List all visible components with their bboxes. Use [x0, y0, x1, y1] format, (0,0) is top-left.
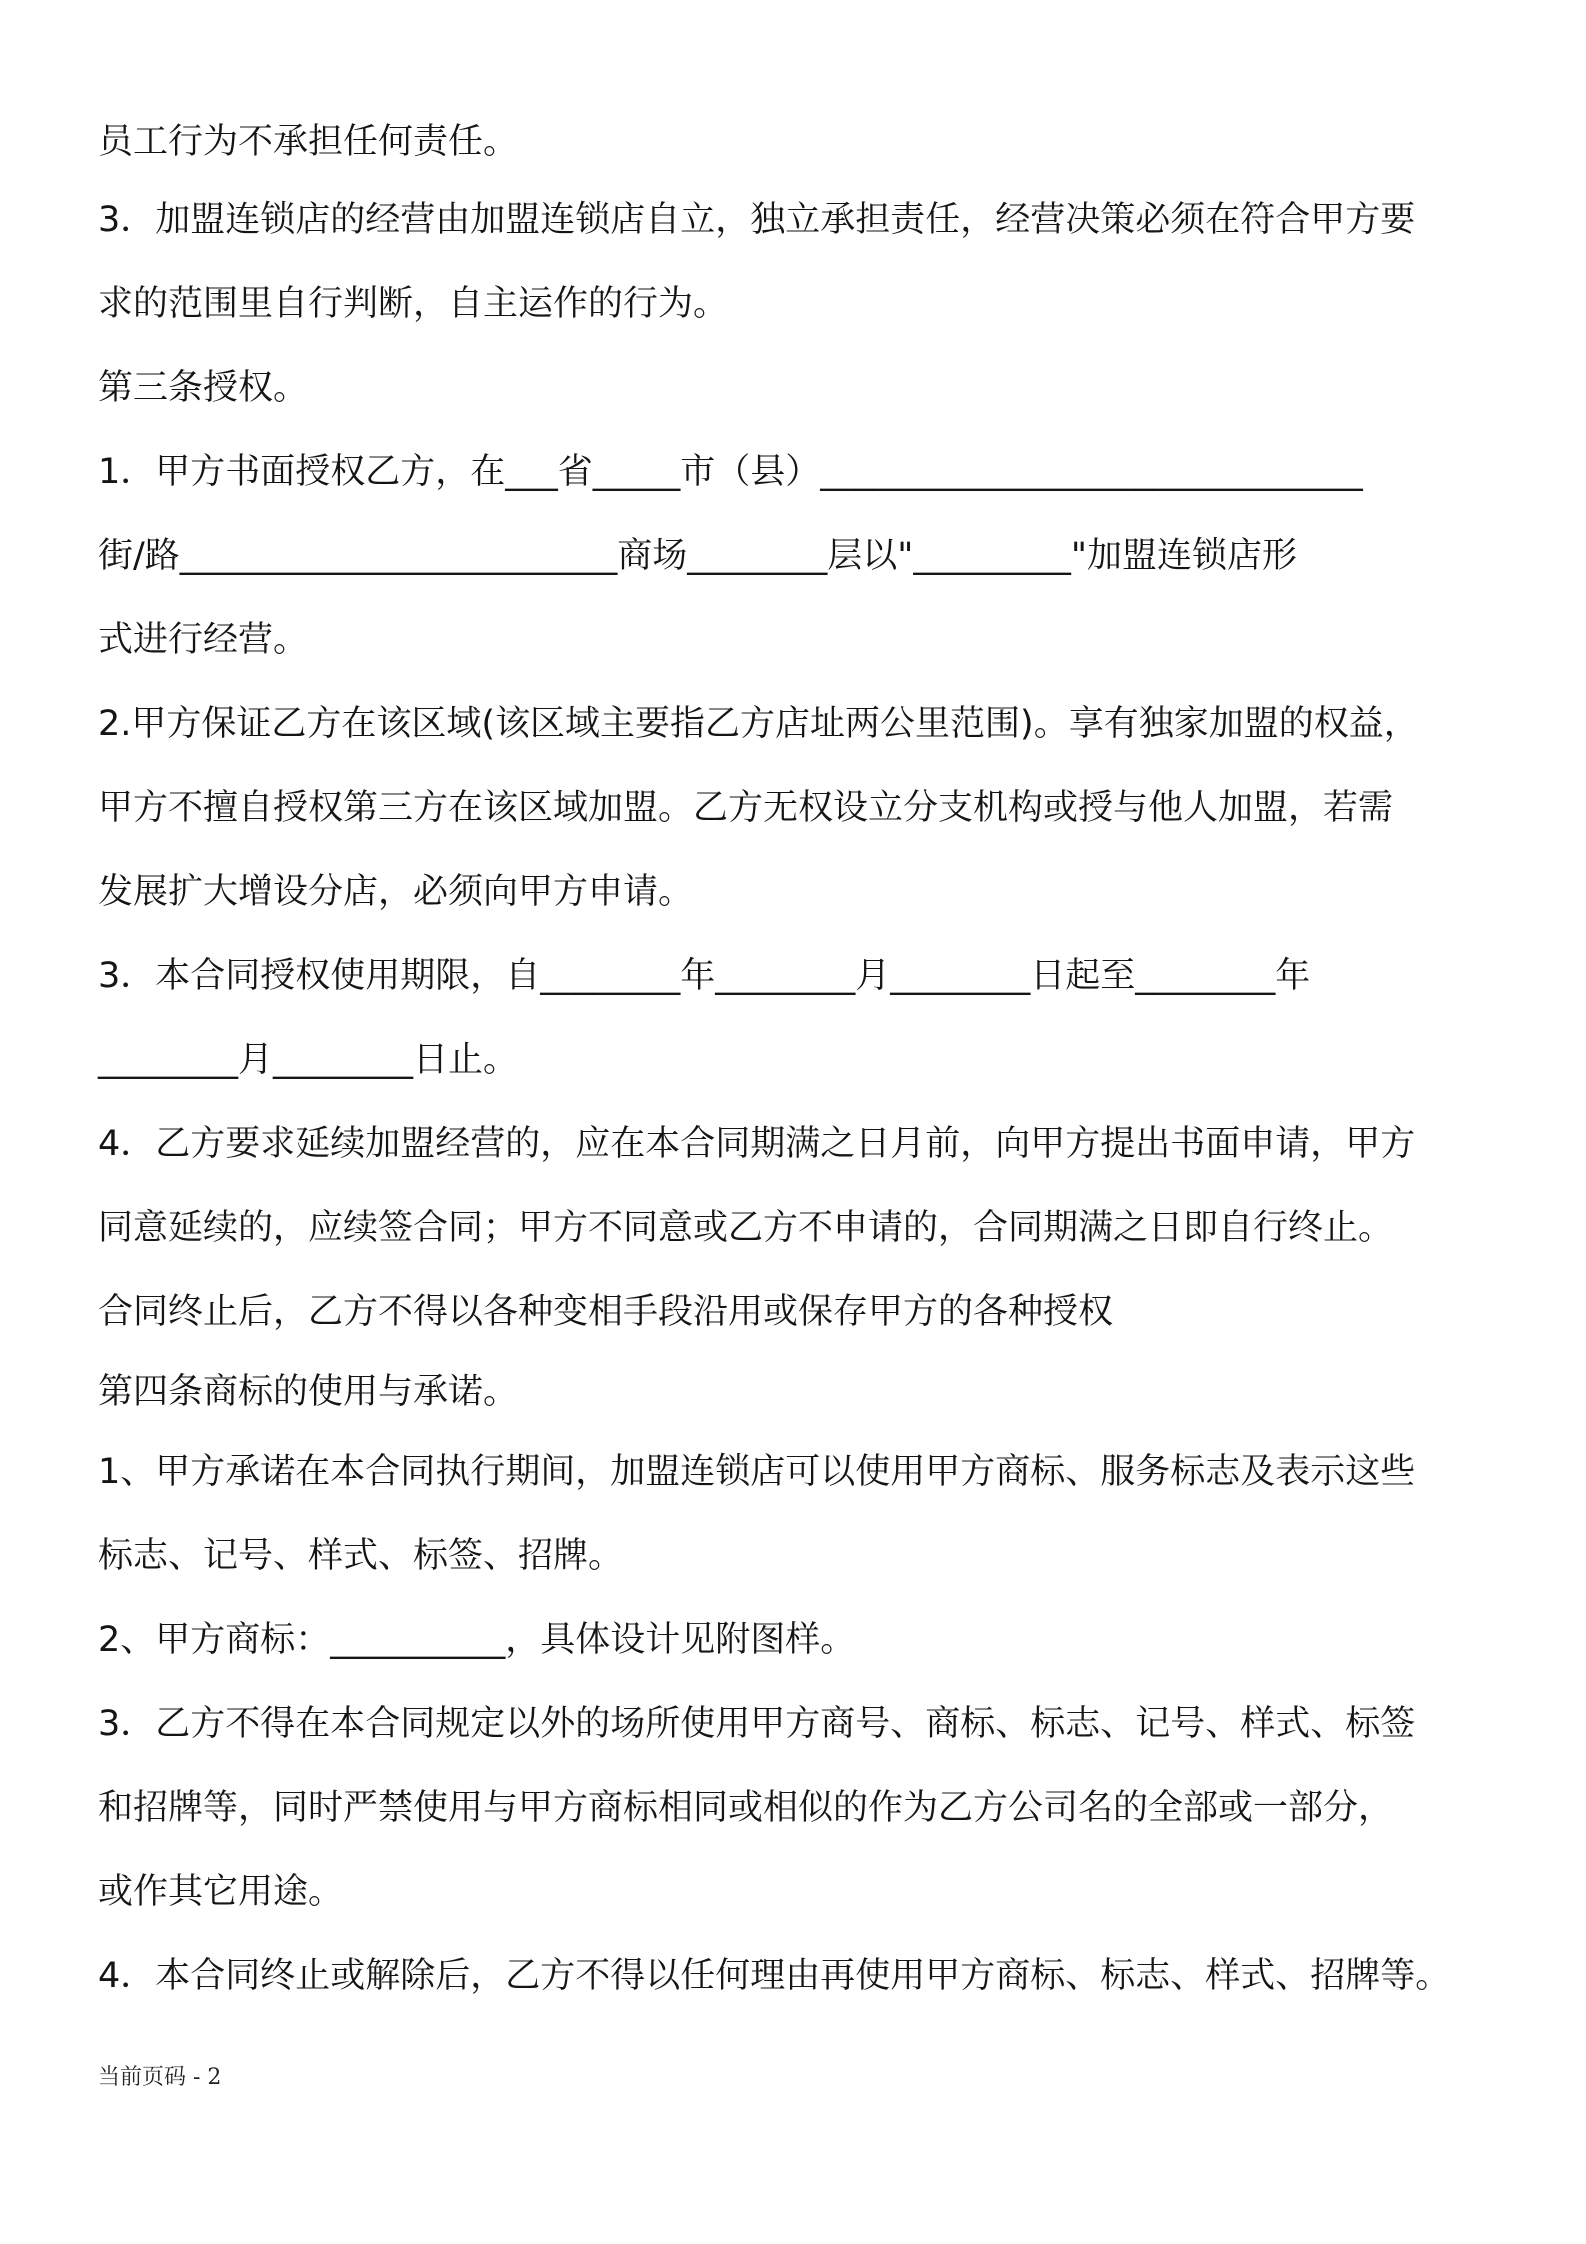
text-line: 和招牌等，同时严禁使用与甲方商标相同或相似的作为乙方公司名的全部或一部分，: [98, 1788, 1394, 1828]
text-line: 2.甲方保证乙方在该区域(该区域主要指乙方店址两公里范围)。享有独家加盟的权益，: [98, 704, 1419, 744]
text-line: ________月________日止。: [98, 1040, 519, 1080]
section-heading: 第四条商标的使用与承诺。: [98, 1372, 519, 1412]
text-line: 3．乙方不得在本合同规定以外的场所使用甲方商号、商标、标志、记号、样式、标签: [98, 1704, 1416, 1744]
text-line: 式进行经营。: [98, 620, 309, 660]
text-line: 3．本合同授权使用期限，自________年________月________日起至________年: [98, 956, 1311, 996]
document-body: [98, 100, 1508, 2018]
text-line: 甲方不擅自授权第三方在该区域加盟。乙方无权设立分支机构或授与他人加盟，若需: [98, 788, 1394, 828]
text-line: 街/路_________________________商场________层以"_________"加盟连锁店形: [98, 536, 1297, 576]
text-line: 标志、记号、样式、标签、招牌。: [98, 1536, 624, 1576]
text-line: 发展扩大增设分店，必须向甲方申请。: [98, 872, 694, 912]
text-line: 1．甲方书面授权乙方，在___省_____市（县）_______________________________: [98, 452, 1363, 492]
text-line: 求的范围里自行判断，自主运作的行为。: [98, 284, 729, 324]
text-line: 3．加盟连锁店的经营由加盟连锁店自立，独立承担责任，经营决策必须在符合甲方要: [98, 200, 1416, 240]
text-line: 员工行为不承担任何责任。: [98, 122, 519, 162]
text-line: 合同终止后，乙方不得以各种变相手段沿用或保存甲方的各种授权: [98, 1292, 1114, 1332]
text-line: 4．乙方要求延续加盟经营的，应在本合同期满之日月前，向甲方提出书面申请，甲方: [98, 1124, 1416, 1164]
section-heading: 第三条授权。: [98, 368, 309, 408]
text-line: 同意延续的，应续签合同；甲方不同意或乙方不申请的，合同期满之日即自行终止。: [98, 1208, 1394, 1248]
text-line: 或作其它用途。: [98, 1872, 344, 1912]
text-line: 2、甲方商标：__________，具体设计见附图样。: [98, 1620, 856, 1660]
page-number: 当前页码 - 2: [98, 2065, 222, 2090]
text-line: 1、甲方承诺在本合同执行期间，加盟连锁店可以使用甲方商标、服务标志及表示这些: [98, 1452, 1416, 1492]
text-line: 4．本合同终止或解除后，乙方不得以任何理由再使用甲方商标、标志、样式、招牌等。: [98, 1956, 1451, 1996]
